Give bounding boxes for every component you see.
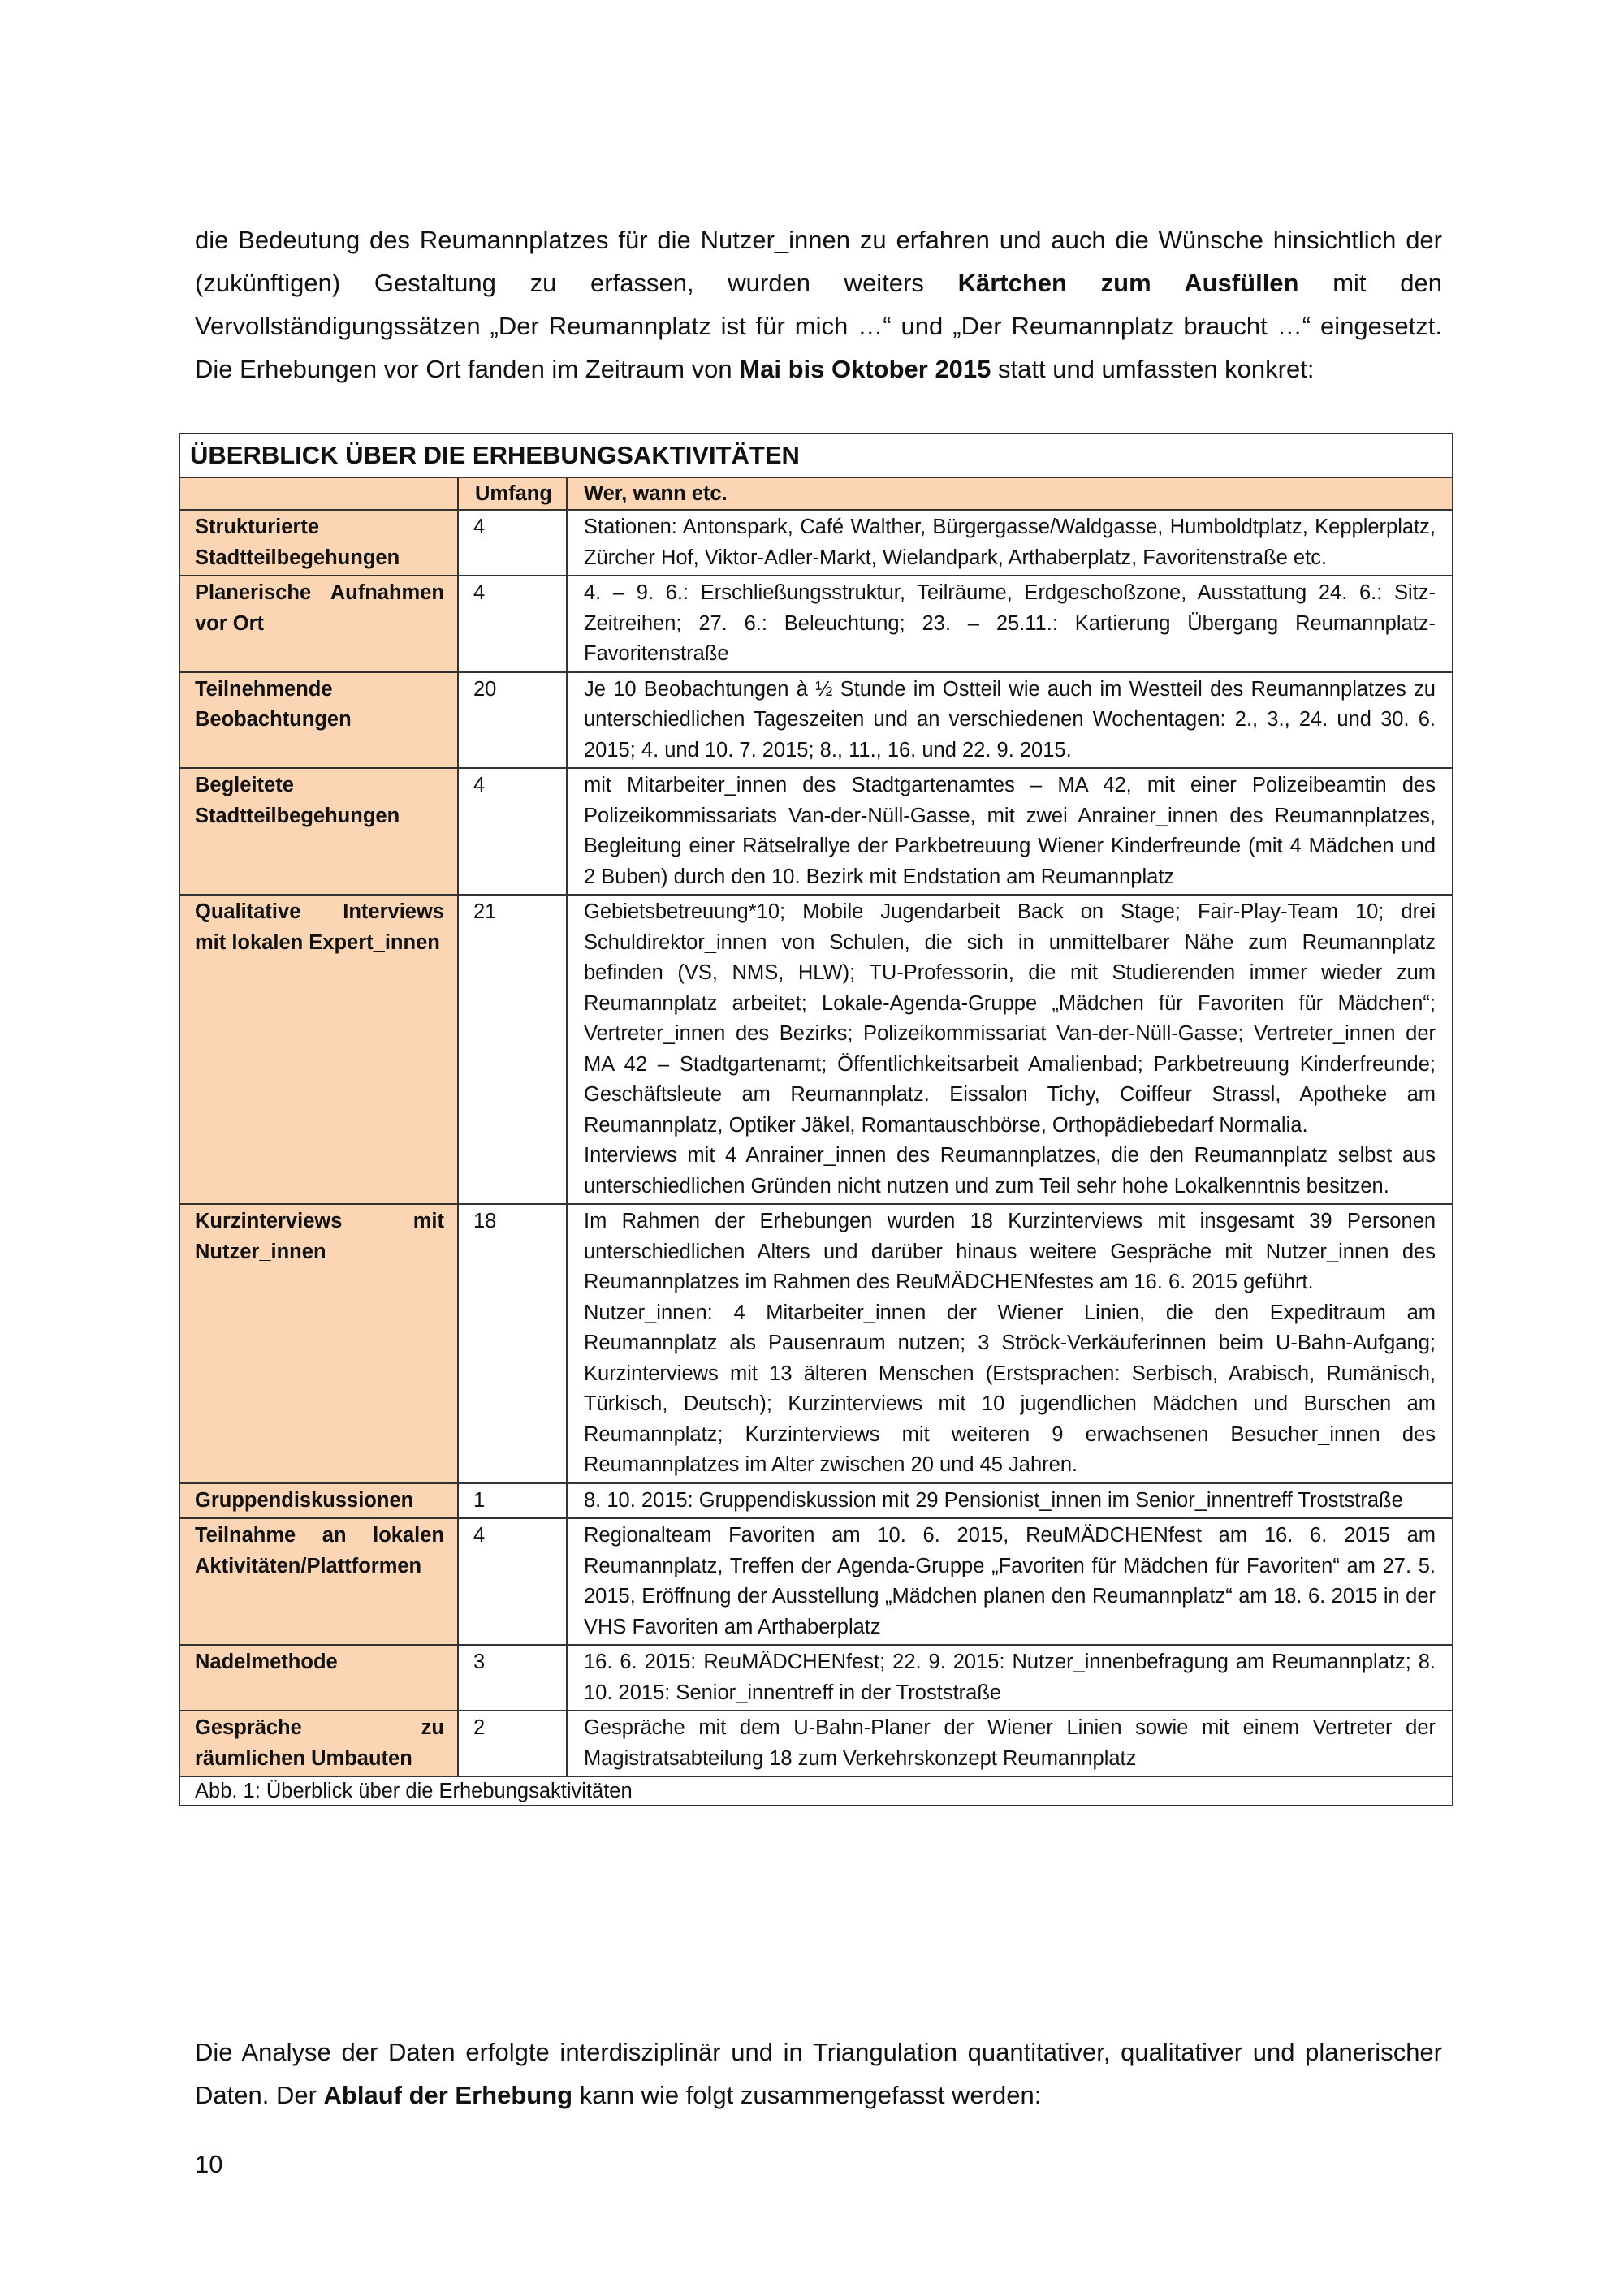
intro-bold-1: Kärtchen zum Ausfüllen	[957, 269, 1299, 297]
header-amount: Umfang	[458, 477, 567, 510]
activity-label: Nadelmethode	[179, 1645, 458, 1711]
page-number: 10	[195, 2150, 223, 2178]
table-row	[179, 895, 1453, 1204]
activity-details	[567, 576, 1453, 672]
table-row	[179, 576, 1453, 672]
table-header-row	[179, 477, 1453, 510]
closing-paragraph	[195, 2031, 1442, 2117]
activity-label: Strukturierte Stadtteilbegehungen	[179, 510, 458, 576]
activity-details	[567, 895, 1453, 1204]
detail-paragraph: Gebietsbetreuung*10; Mobile Jugendarbeit Back on Stage; Fair-Play-Team 10; drei Schuldirektor_innen von Schulen, die sich in unmittelbarer Nähe zum Reumannplatz befinden (VS, NMS, HLW); TU-Professorin, die mit Studierenden immer wieder zum Reumannplatz arbeitet; Lokale-Agenda-Gruppe „Mädchen für Favoriten für Mädchen“; Vertreter_innen des Bezirks; Polizeikommissariat Van-der-Nüll-Gasse; Vertreter_innen der MA 42 – Stadtgartenamt; Öffentlichkeitsarbeit Amalienbad; Parkbetreuung Kinderfreunde; Geschäftsleute am Reumannplatz. Eissalon Tichy, Coiffeur Strassl, Apotheke am Reumannplatz, Optiker Jäkel, Romantauschbörse, Orthopädiebedarf Normalia.	[584, 900, 1436, 1137]
table-body	[179, 510, 1453, 1776]
table-row	[179, 1645, 1453, 1711]
figure-caption: Abb. 1: Überblick über die Erhebungsaktivitäten	[179, 1776, 1453, 1806]
activity-label: Qualitative Interviews mit lokalen Expert_innen	[179, 895, 458, 1204]
table-title-row	[179, 434, 1453, 477]
activity-details	[567, 510, 1453, 576]
detail-paragraph: 4. – 9. 6.: Erschließungsstruktur, Teilräume, Erdgeschoßzone, Ausstattung 24. 6.: Sitz-Zeitreihen; 27. 6.: Beleuchtung; 23. – 25.11.: Kartierung Übergang Reumannplatz-Favoritenstraße	[584, 581, 1436, 665]
activity-amount: 18	[458, 1204, 567, 1483]
activity-details	[567, 672, 1453, 769]
activity-details	[567, 1483, 1453, 1519]
detail-paragraph: Interviews mit 4 Anrainer_innen des Reumannplatzes, die den Reumannplatz selbst aus unterschiedlichen Gründen nicht nutzen und zum Teil sehr hohe Lokalkenntnis besitzen.	[584, 1144, 1436, 1198]
activity-details	[567, 1518, 1453, 1645]
intro-text-1: die Bedeutung des Reumannplatzes für die Nutzer_innen zu erfahren und auch die Wünsche hinsichtlich der (zukünftigen) Gestaltung zu erfassen, wurden weiters	[195, 226, 1442, 297]
activity-details	[567, 768, 1453, 895]
activity-label: Kurzinterviews mit Nutzer_innen	[179, 1204, 458, 1483]
activity-amount: 4	[458, 768, 567, 895]
table-title: ÜBERBLICK ÜBER DIE ERHEBUNGSAKTIVITÄTEN	[179, 434, 1453, 477]
detail-paragraph: Stationen: Antonspark, Café Walther, Bürgergasse/Waldgasse, Humboldtplatz, Kepplerplatz, Zürcher Hof, Viktor-Adler-Markt, Wielandpark, Arthaberplatz, Favoritenstraße etc.	[584, 516, 1436, 569]
activity-label: Begleitete Stadtteilbegehungen	[179, 768, 458, 895]
activity-label: Teilnahme an lokalen Aktivitäten/Plattformen	[179, 1518, 458, 1645]
detail-paragraph: Regionalteam Favoriten am 10. 6. 2015, ReuMÄDCHENfest am 16. 6. 2015 am Reumannplatz, Treffen der Agenda-Gruppe „Favoriten für Mädchen für Favoriten“ am 27. 5. 2015, Eröffnung der Ausstellung „Mädchen planen den Reumannplatz“ am 18. 6. 2015 in der VHS Favoriten am Arthaberplatz	[584, 1524, 1436, 1638]
activity-label: Gespräche zu räumlichen Umbauten	[179, 1711, 458, 1776]
table-row	[179, 1204, 1453, 1483]
table-row	[179, 768, 1453, 895]
activity-details	[567, 1204, 1453, 1483]
closing-text-1: Die Analyse der Daten erfolgte interdisziplinär und in Triangulation quantitativer, qualitativer und planerischer Daten. Der	[195, 2038, 1442, 2109]
activity-amount: 2	[458, 1711, 567, 1776]
overview-table	[179, 433, 1453, 1806]
header-details: Wer, wann etc.	[567, 477, 1453, 510]
table-row	[179, 510, 1453, 576]
caption-row	[179, 1776, 1453, 1806]
intro-text-2: mit den Vervollständigungssätzen „Der Reumannplatz ist für mich …“ und „Der Reumannplatz braucht …“ eingesetzt. Die Erhebungen vor Ort fanden im Zeitraum von	[195, 269, 1442, 383]
activity-label: Teilnehmende Beobachtungen	[179, 672, 458, 769]
activity-details	[567, 1645, 1453, 1711]
intro-bold-2: Mai bis Oktober 2015	[739, 355, 991, 383]
detail-paragraph: Im Rahmen der Erhebungen wurden 18 Kurzinterviews mit insgesamt 39 Personen unterschiedlichen Alters und darüber hinaus weitere Gespräche mit Nutzer_innen des Reumannplatzes im Rahmen des ReuMÄDCHENfestes am 16. 6. 2015 geführt.	[584, 1210, 1436, 1293]
activity-amount: 4	[458, 1518, 567, 1645]
intro-text-3: statt und umfassten konkret:	[991, 355, 1315, 383]
detail-paragraph: Nutzer_innen: 4 Mitarbeiter_innen der Wiener Linien, die den Expeditraum am Reumannplatz als Pausenraum nutzen; 3 Ströck-Verkäuferinnen beim U-Bahn-Aufgang; Kurzinterviews mit 13 älteren Menschen (Erstsprachen: Serbisch, Arabisch, Rumänisch, Türkisch, Deutsch); Kurzinterviews mit 10 jugendlichen Mädchen und Burschen am Reumannplatz; Kurzinterviews mit weiteren 9 erwachsenen Besucher_innen des Reumannplatzes im Alter zwischen 20 und 45 Jahren.	[584, 1301, 1436, 1476]
activity-amount: 4	[458, 510, 567, 576]
closing-bold-1: Ablauf der Erhebung	[323, 2081, 573, 2109]
header-blank-cell	[179, 477, 458, 510]
table-row	[179, 1483, 1453, 1519]
detail-paragraph: 16. 6. 2015: ReuMÄDCHENfest; 22. 9. 2015: Nutzer_innenbefragung am Reumannplatz; 8. 10. 2015: Senior_innentreff in der Troststraße	[584, 1651, 1436, 1704]
activity-amount: 20	[458, 672, 567, 769]
detail-paragraph: Je 10 Beobachtungen à ½ Stunde im Ostteil wie auch im Westteil des Reumannplatzes zu unterschiedlichen Tageszeiten und an verschiedenen Wochentagen: 2., 3., 24. und 30. 6. 2015; 4. und 10. 7. 2015; 8., 11., 16. und 22. 9. 2015.	[584, 677, 1436, 762]
table-row	[179, 672, 1453, 769]
table-row	[179, 1518, 1453, 1645]
detail-paragraph: mit Mitarbeiter_innen des Stadtgartenamtes – MA 42, mit einer Polizeibeamtin des Polizeikommissariats Van-der-Nüll-Gasse, mit zwei Anrainer_innen des Reumannplatzes, Begleitung einer Rätselrallye der Parkbetreuung Wiener Kinderfreunde (mit 4 Mädchen und 2 Buben) durch den 10. Bezirk mit Endstation am Reumannplatz	[584, 774, 1436, 888]
activity-amount: 1	[458, 1483, 567, 1519]
detail-paragraph: 8. 10. 2015: Gruppendiskussion mit 29 Pensionist_innen im Senior_innentreff Troststraße	[584, 1488, 1403, 1512]
activity-details	[567, 1711, 1453, 1776]
activity-amount: 4	[458, 576, 567, 672]
intro-paragraph	[195, 218, 1442, 391]
closing-text-2: kann wie folgt zusammengefasst werden:	[572, 2081, 1042, 2109]
activity-label: Gruppendiskussionen	[179, 1483, 458, 1519]
table-row	[179, 1711, 1453, 1776]
detail-paragraph: Gespräche mit dem U-Bahn-Planer der Wiener Linien sowie mit einem Vertreter der Magistratsabteilung 18 zum Verkehrskonzept Reumannplatz	[584, 1716, 1436, 1770]
activity-amount: 21	[458, 895, 567, 1204]
activity-amount: 3	[458, 1645, 567, 1711]
activity-label: Planerische Aufnahmen vor Ort	[179, 576, 458, 672]
